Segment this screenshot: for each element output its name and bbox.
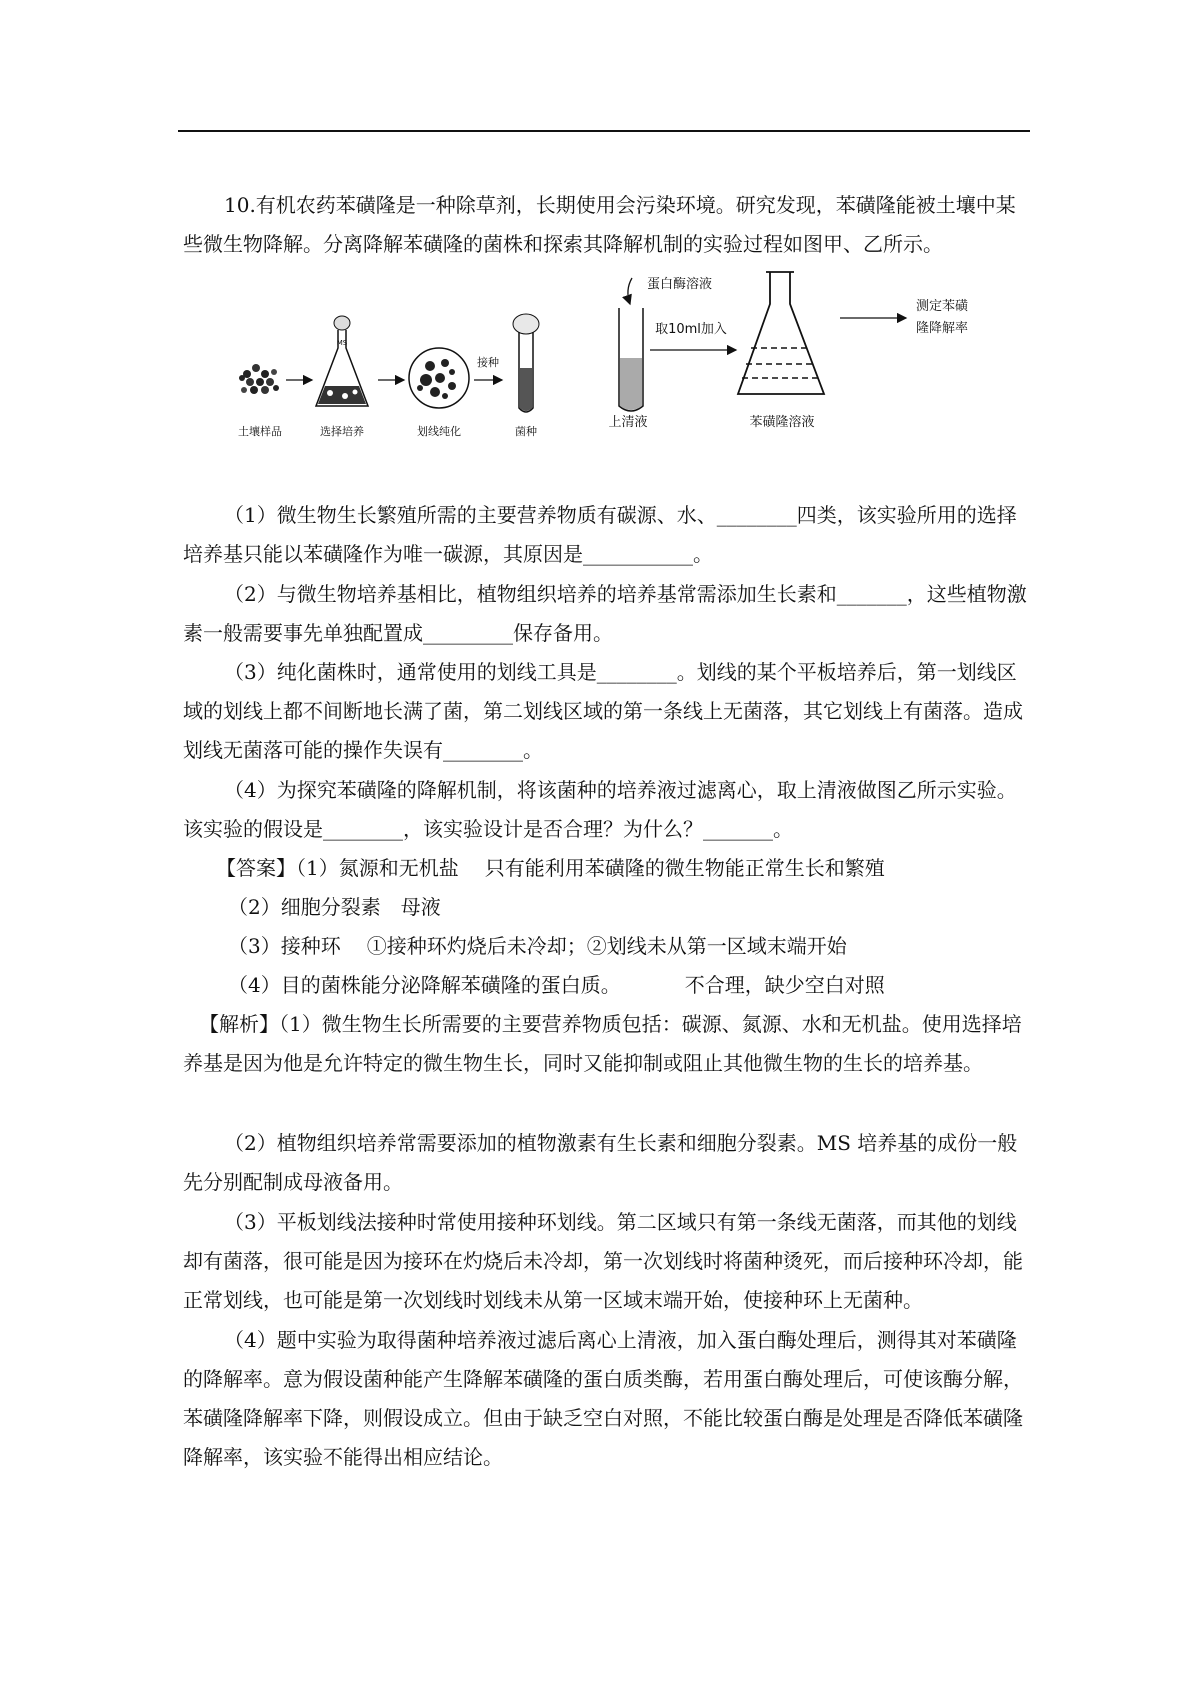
measure-label-1: 测定苯磺 xyxy=(916,299,969,314)
soil-sample-label: 土壤样品 xyxy=(238,425,282,438)
answer-4 xyxy=(228,966,885,1005)
solution-label: 苯磺隆溶液 xyxy=(749,415,815,430)
solution-flask-icon xyxy=(738,272,824,394)
analysis-4: （4）题中实验为取得菌种培养液过滤后离心上清液，加入蛋白酶处理后，测得其对苯磺隆的降解率。意为假设菌种能产生降解苯磺隆的蛋白质类酶，若用蛋白酶处理后，可使该酶分解，苯磺隆降解率下降，则假设成立。但由于缺乏空白对照，不能比较蛋白酶是处理是否降低苯磺隆降解率，该实验不能得出相应结论。 xyxy=(183,1328,1023,1469)
answer-1-tail: 只有能利用苯磺隆的微生物能正常生长和繁殖 xyxy=(484,856,885,880)
supernatant-tube-icon xyxy=(619,308,643,411)
strain-label: 菌种 xyxy=(515,425,537,438)
select-culture-label: 选择培养 xyxy=(320,425,364,438)
measure-label-2: 隆降解率 xyxy=(916,321,969,336)
question-2: （2）与微生物培养基相比，植物组织培养的培养基常需添加生长素和_______，这些植物激素一般需要事先单独配置成_________保存备用。 xyxy=(183,582,1027,645)
answer-1-head: 【答案】（1）氮源和无机盐 xyxy=(216,856,459,880)
analysis-3: （3）平板划线法接种时常使用接种环划线。第二区域只有第一条线无菌落，而其他的划线却有菌落，很可能是因为接环在灼烧后未冷却，第一次划线时将菌种烫死，而后接种环冷却，能正常划线，也可能是第一次划线时划线未从第一区域末端开始，使接种环上无菌种。 xyxy=(183,1210,1023,1312)
protease-label: 蛋白酶溶液 xyxy=(647,277,713,292)
experiment-figure xyxy=(230,268,1040,448)
strain-tube-icon xyxy=(513,314,539,412)
answer-4-head: （4）目的菌株能分泌降解苯磺隆的蛋白质。 xyxy=(228,973,621,997)
header-rule xyxy=(178,130,1030,132)
answer-2: （2）细胞分裂素 母液 xyxy=(228,895,441,919)
supernatant-label: 上清液 xyxy=(608,415,648,430)
analysis-1: 【解析】（1）微生物生长所需要的主要营养物质包括：碳源、氮源、水和无机盐。使用选择培养基是因为他是允许特定的微生物生长，同时又能抑制或阻止其他微生物的生长的培养基。 xyxy=(183,1012,1022,1075)
streak-purify-label: 划线纯化 xyxy=(417,425,461,438)
soil-sample-icon xyxy=(239,364,279,394)
analysis-2: （2）植物组织培养常需要添加的植物激素有生长素和细胞分裂素。MS 培养基的成份一般先分别配制成母液备用。 xyxy=(183,1131,1018,1194)
culture-flask-icon xyxy=(316,316,368,406)
question-1: （1）微生物生长繁殖所需的主要营养物质有碳源、水、________四类，该实验所用的选择培养基只能以苯磺隆作为唯一碳源，其原因是___________。 xyxy=(183,503,1017,566)
protease-arrow xyxy=(628,278,632,304)
answer-3-head: （3）接种环 xyxy=(228,934,341,958)
answer-1 xyxy=(216,849,885,888)
question-3: （3）纯化菌株时，通常使用的划线工具是________。划线的某个平板培养后，第一划线区域的划线上都不间断地长满了菌，第二划线区域的第一条线上无菌落，其它划线上有菌落。造成划线无菌落可能的操作失误有________。 xyxy=(183,660,1023,762)
flask-label: MS xyxy=(336,339,348,347)
question-4: （4）为探究苯磺隆的降解机制，将该菌种的培养液过滤离心，取上清液做图乙所示实验。该实验的假设是________，该实验设计是否合理？为什么？_______。 xyxy=(183,778,1017,841)
question-intro: 10.有机农药苯磺隆是一种除草剂，长期使用会污染环境。研究发现，苯磺隆能被土壤中某些微生物降解。分离降解苯磺隆的菌株和探索其降解机制的实验过程如图甲、乙所示。 xyxy=(183,193,1016,256)
petri-dish-icon xyxy=(409,348,469,408)
answer-4-tail: 不合理，缺少空白对照 xyxy=(684,973,885,997)
add-10ml-label: 取10ml加入 xyxy=(655,322,727,337)
answer-3 xyxy=(228,927,847,966)
inoculate-label: 接种 xyxy=(477,356,499,369)
answer-3-tail: ①接种环灼烧后未冷却；②划线未从第一区域末端开始 xyxy=(366,934,847,958)
